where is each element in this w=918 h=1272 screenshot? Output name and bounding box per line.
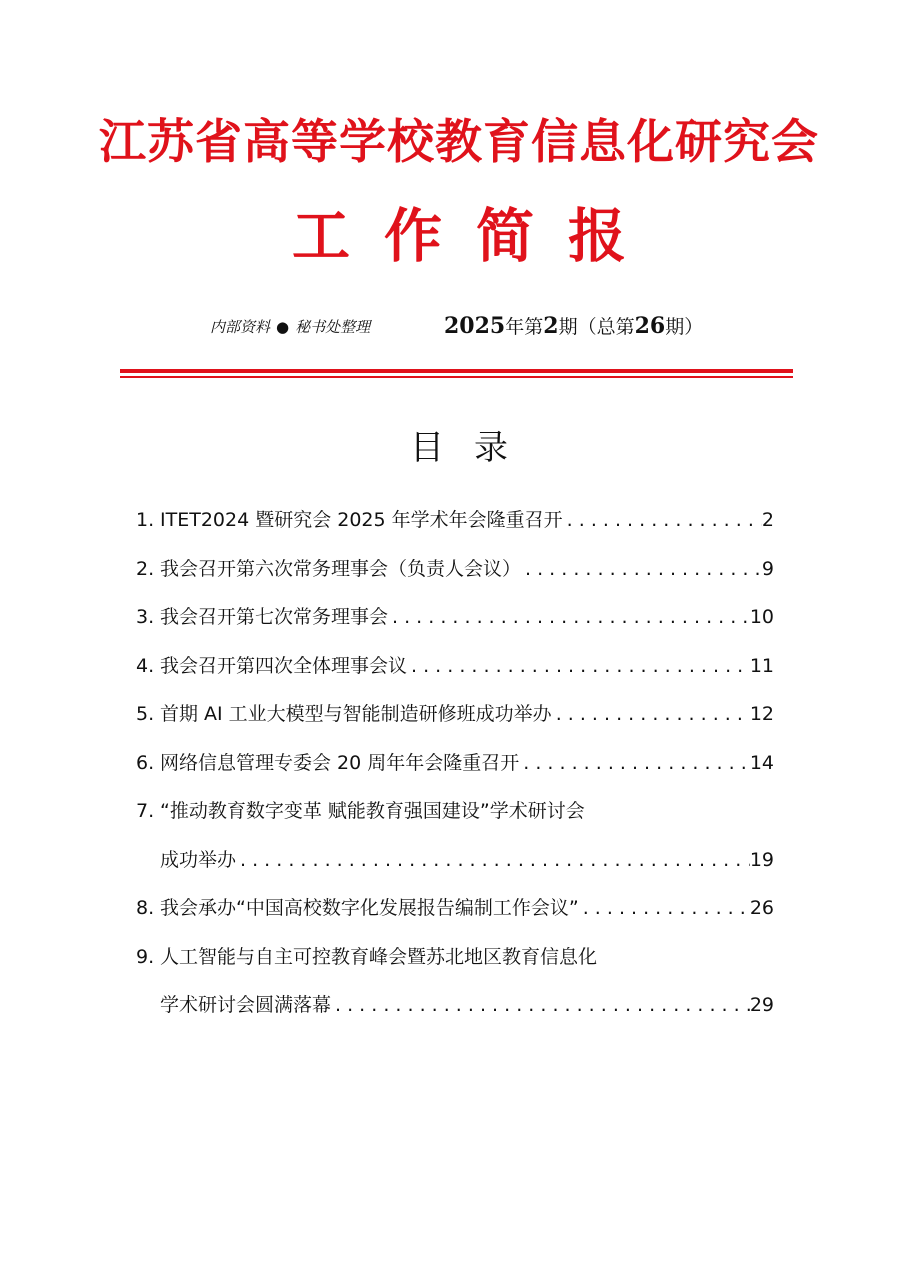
organization-title: 江苏省高等学校教育信息化研究会 [99,115,819,170]
toc-page: 19 [749,848,774,871]
toc-title: 首期 AI 工业大模型与智能制造研修班成功举办 [160,703,552,725]
dot-leader [331,981,750,1030]
toc-title: 我会承办“中国高校数字化发展报告编制工作会议” [160,897,579,919]
issue-total: 26 [634,313,666,339]
toc-number: 8. [136,897,155,919]
toc-item-2[interactable] [136,545,774,594]
table-of-contents [136,496,774,1030]
dot-leader [579,884,750,933]
dot-leader [521,545,762,594]
internal-material-label: 内部资料 [210,318,271,336]
toc-number: 7. [136,800,155,822]
toc-item-8[interactable] [136,884,774,933]
toc-page: 12 [749,703,774,725]
toc-item-4[interactable] [136,642,774,691]
dot-leader [236,836,750,885]
toc-title: 我会召开第七次常务理事会 [160,606,389,628]
toc-item-5[interactable] [136,690,774,739]
toc-title: ITET2024 暨研究会 2025 年学术年会隆重召开 [160,509,563,531]
toc-number: 6. [136,751,155,774]
toc-title: “推动教育数字变革 赋能教育强国建设”学术研讨会 [160,800,585,822]
toc-number: 9. [136,945,155,968]
header-rule-thick [120,369,793,373]
bulletin-title: 工作简报 [291,202,660,270]
toc-number: 4. [136,654,155,677]
toc-page: 2 [761,509,774,531]
toc-page: 10 [749,606,774,628]
toc-item-9[interactable] [136,933,774,982]
bullet-icon: ● [276,318,290,336]
toc-title-continued: 学术研讨会圆满落幕 [160,994,332,1016]
issue-year-suffix: 年第 [505,316,544,338]
toc-item-9-continued[interactable] [136,981,774,1030]
toc-number: 1. [136,509,155,531]
toc-title: 我会召开第四次全体理事会议 [160,654,408,677]
toc-item-3[interactable] [136,593,774,642]
issue-info [444,310,703,343]
toc-title: 我会召开第六次常务理事会（负责人会议） [160,557,522,580]
toc-item-6[interactable] [136,739,774,788]
toc-heading: 目录 [410,428,538,468]
toc-page: 11 [749,654,774,677]
dot-leader [563,496,762,545]
dot-leader [552,690,750,739]
toc-title: 网络信息管理专委会 20 周年年会隆重召开 [160,751,520,774]
toc-number: 5. [136,703,155,725]
internal-note [210,314,370,340]
issue-total-suffix: 期） [665,316,704,338]
dot-leader [388,593,750,642]
toc-item-7-continued[interactable] [136,836,774,885]
toc-item-7[interactable] [136,787,774,836]
toc-title: 人工智能与自主可控教育峰会暨苏北地区教育信息化 [160,945,598,968]
header-rule-thin [120,376,793,378]
dot-leader [407,642,750,691]
toc-page: 9 [761,557,774,580]
toc-title-continued: 成功举办 [160,848,237,871]
toc-page: 14 [749,751,774,774]
toc-number: 2. [136,557,155,580]
toc-number: 3. [136,606,155,628]
issue-year: 2025 [444,313,506,339]
toc-page: 29 [749,994,774,1016]
issue-number-suffix: 期（总第 [558,316,635,338]
secretariat-label: 秘书处整理 [295,318,371,336]
dot-leader [519,739,750,788]
toc-page: 26 [749,897,774,919]
toc-item-1[interactable] [136,496,774,545]
issue-number: 2 [543,313,559,339]
